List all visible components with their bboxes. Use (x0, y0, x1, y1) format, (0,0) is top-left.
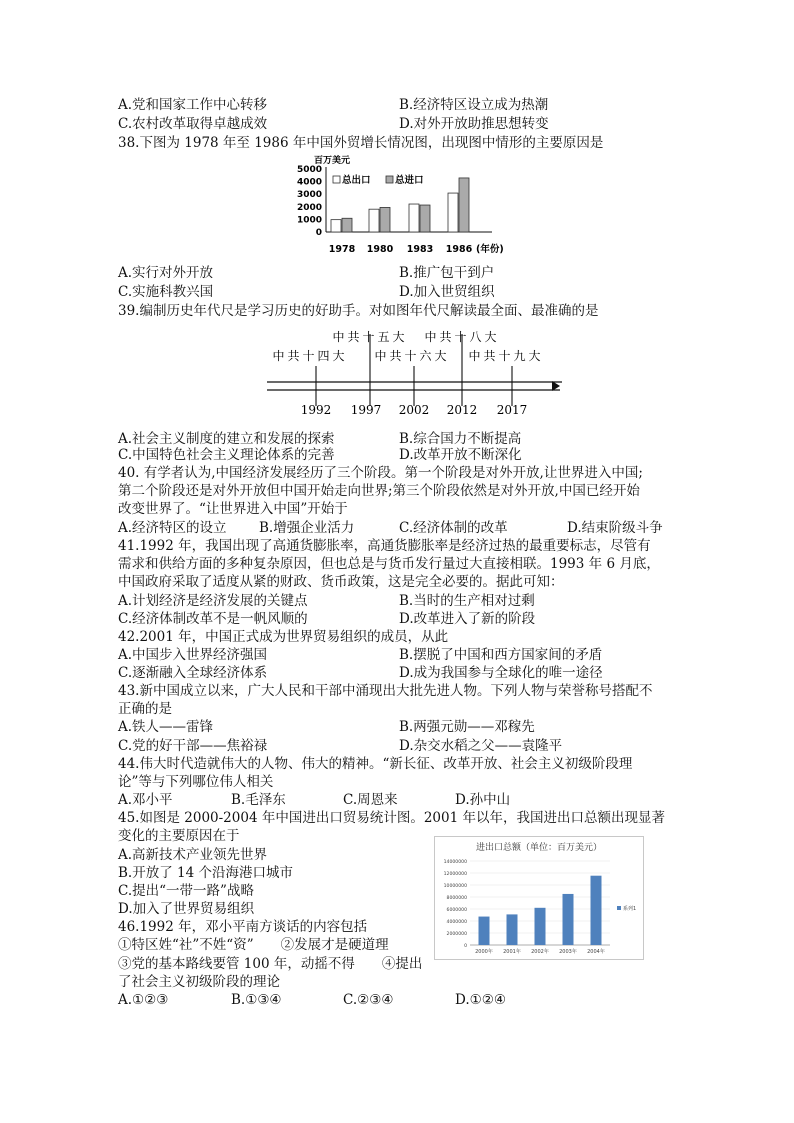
q45-stem-line1: 45.如图是 2000-2004 年中国进出口贸易统计图。2001 年以年，我国进出口总额出现显著 (118, 810, 665, 826)
y-tick-label: 8000000 (446, 896, 467, 901)
legend-label-series1: 系列1 (623, 906, 637, 912)
y-tick-label: 2000 (296, 202, 322, 213)
q40-stem-line1: 40. 有学者认为,中国经济发展经历了三个阶段。第一个阶段是对外开放,让世界进入中国; (118, 465, 643, 481)
q46-stem: 46.1992 年，邓小平南方谈话的内容包括 (118, 919, 368, 935)
q42-stem: 42.2001 年，中国正式成为世界贸易组织的成员，从此 (118, 629, 449, 645)
q40-stem-line3: 改变世界了。“让世界进入中国”开始于 (118, 501, 348, 517)
bar-2000年 (479, 917, 490, 945)
q44-stem-line2: 论”等与下列哪位伟人相关 (118, 774, 274, 790)
bar-export-1983 (409, 204, 419, 232)
q41-option-b: B.当时的生产相对过剩 (399, 593, 535, 609)
q43-option-b: B.两强元勋——邓稼先 (399, 719, 535, 735)
q38-stem: 38.下图为 1978 年至 1986 年中国外贸增长情况图，出现图中情形的主要原因是 (118, 135, 604, 151)
y-tick-label: 0 (464, 944, 467, 949)
bar-import-1978 (342, 218, 352, 232)
x-tick-label-1980: 1980 (366, 244, 394, 255)
q46-option-a: A.①②③ (118, 992, 169, 1008)
import-export-total-chart (434, 836, 644, 960)
legend-swatch-export (333, 176, 340, 183)
q43-stem-line2: 正确的是 (118, 701, 172, 717)
q46-option-c: C.②③④ (343, 992, 394, 1008)
y-tick-label: 3000 (296, 190, 322, 201)
y-tick-label: 1000 (296, 215, 322, 226)
q43-option-c: C.党的好干部——焦裕禄 (118, 738, 268, 754)
bar-import-1980 (380, 207, 390, 232)
year-2017: 2017 (496, 403, 528, 417)
q40-option-c: C.经济体制的改革 (399, 520, 508, 536)
q37-option-d: D.对外开放助推思想转变 (399, 116, 549, 132)
q40-option-a: A.经济特区的设立 (118, 520, 227, 536)
q44-option-c: C.周恩来 (343, 792, 398, 808)
q41-option-a: A.计划经济是经济发展的关键点 (118, 593, 308, 609)
q38-option-b: B.推广包干到户 (399, 265, 495, 281)
legend-label-import: 总进口 (395, 175, 424, 186)
y-tick-label: 0 (315, 228, 322, 238)
q37-option-b: B.经济特区设立成为热潮 (399, 97, 549, 113)
bar-2003年 (563, 894, 574, 945)
y-tick-label: 14000000 (443, 860, 467, 865)
q46-option-b: B.①③④ (231, 992, 282, 1008)
x-tick-label: 2000年 (475, 949, 493, 955)
bar-2004年 (591, 876, 602, 945)
bar-export-1978 (331, 220, 341, 232)
q45-option-d: D.加入了世界贸易组织 (118, 901, 255, 917)
q44-stem-line1: 44.伟大时代造就伟大的人物、伟大的精神。“新长征、改革开放、社会主义初级阶段理 (118, 756, 633, 772)
q40-stem-line2: 第二个阶段还是对外开放但中国开始走向世界;第三个阶段依然是对外开放,中国已经开始 (118, 483, 640, 499)
q41-option-c: C.经济体制改革不是一帆风顺的 (118, 611, 308, 627)
q40-option-b: B.增强企业活力 (259, 520, 355, 536)
y-tick-label: 4000 (296, 177, 322, 188)
event-16th-congress: 中共十六大 (374, 349, 450, 363)
x-tick-label-1983: 1983 (406, 244, 434, 255)
bar-2002年 (535, 908, 546, 945)
q46-statement-line3: 了社会主义初级阶段的理论 (118, 974, 280, 990)
q39-option-a: A.社会主义制度的建立和发展的探索 (118, 431, 335, 447)
event-15th-congress: 中共十五大 (332, 330, 408, 344)
q46-statement-line2: ③党的基本路线要管 100 年，动摇不得 ④提出 (118, 956, 423, 972)
q44-option-d: D.孙中山 (455, 792, 511, 808)
q43-option-d: D.杂交水稻之父——袁隆平 (399, 738, 563, 754)
q46-option-d: D.①②④ (455, 992, 506, 1008)
q44-option-b: B.毛泽东 (231, 792, 286, 808)
q44-option-a: A.邓小平 (118, 792, 173, 808)
q43-option-a: A.铁人——雷锋 (118, 719, 214, 735)
q39-option-d: D.改革开放不断深化 (399, 447, 522, 463)
legend-swatch-import (386, 176, 393, 183)
q37-option-a: A.党和国家工作中心转移 (118, 97, 268, 113)
q43-stem-line1: 43.新中国成立以来，广大人民和干部中涌现出大批先进人物。下列人物与荣誉称号搭配不 (118, 683, 653, 699)
year-1992: 1992 (300, 403, 332, 417)
q39-option-b: B.综合国力不断提高 (399, 431, 522, 447)
foreign-trade-bar-chart (296, 154, 520, 260)
q39-stem: 39.编制历史年代尺是学习历史的好助手。对如图年代尺解读最全面、最准确的是 (118, 303, 599, 319)
q41-stem-line2: 需求和供给方面的多种复杂原因，但也总是与货币发行量过大直接相联。1993 年 6 月底， (118, 556, 660, 572)
q38-option-d: D.加入世贸组织 (399, 284, 495, 300)
y-tick-label: 5000 (296, 165, 322, 175)
q39-option-c: C.中国特色社会主义理论体系的完善 (118, 447, 335, 463)
year-1997: 1997 (350, 403, 382, 417)
chart-title: 进出口总额（单位：百万美元） (475, 843, 603, 853)
bar-export-1986 (448, 193, 458, 232)
event-18th-congress: 中共十八大 (424, 330, 500, 344)
q42-option-c: C.逐渐融入全球经济体系 (118, 665, 268, 681)
q45-option-c: C.提出“一带一路”战略 (118, 883, 254, 899)
x-tick-label: 2003年 (559, 949, 577, 955)
q41-stem-line1: 41.1992 年，我国出现了高通货膨胀率，高通货膨胀率是经济过热的最重要标志，尽管有 (118, 538, 651, 554)
year-2012: 2012 (446, 403, 478, 417)
y-tick-label: 6000000 (446, 908, 467, 913)
x-tick-label: 2004年 (587, 949, 605, 955)
legend-label-export: 总出口 (342, 175, 371, 186)
x-tick-label: 2001年 (503, 949, 521, 955)
q45-option-a: A.高新技术产业领先世界 (118, 847, 268, 863)
y-tick-label: 2000000 (446, 932, 467, 937)
q42-option-b: B.摆脱了中国和西方国家间的矛盾 (399, 647, 603, 663)
q42-option-d: D.成为我国参与全球化的唯一途径 (399, 665, 603, 681)
x-tick-label: 2002年 (531, 949, 549, 955)
x-tick-label-1986: 1986 (445, 244, 473, 255)
cpc-congress-timeline (262, 326, 572, 420)
x-tick-label-1978: 1978 (328, 244, 356, 255)
y-axis-unit-label: 百万美元 (314, 156, 351, 166)
year-2002: 2002 (398, 403, 430, 417)
q40-option-d: D.结束阶级斗争 (567, 520, 663, 536)
bar-import-1986 (459, 178, 469, 232)
event-14th-congress: 中共十四大 (272, 349, 348, 363)
y-tick-label: 12000000 (443, 872, 467, 877)
q38-option-a: A.实行对外开放 (118, 265, 214, 281)
x-axis-label: (年份) (476, 244, 504, 255)
q42-option-a: A.中国步入世界经济强国 (118, 647, 268, 663)
event-19th-congress: 中共十九大 (468, 349, 544, 363)
q41-option-d: D.改革进入了新的阶段 (399, 611, 536, 627)
q41-stem-line3: 中国政府采取了适度从紧的财政、货币政策，这是完全必要的。据此可知： (118, 574, 564, 590)
q45-stem-line2: 变化的主要原因在于 (118, 828, 240, 844)
q37-option-c: C.农村改革取得卓越成效 (118, 116, 268, 132)
q38-option-c: C.实施科教兴国 (118, 284, 214, 300)
q46-statement-line1: ①特区姓“社”不姓“资” ②发展才是硬道理 (118, 937, 389, 953)
bar-export-1980 (369, 209, 379, 232)
bar-import-1983 (420, 205, 430, 232)
q45-option-b: B.开放了 14 个沿海港口城市 (118, 865, 293, 881)
y-tick-label: 4000000 (446, 920, 467, 925)
y-tick-label: 10000000 (443, 884, 467, 889)
legend-swatch-series1 (617, 906, 621, 910)
bar-2001年 (507, 914, 518, 945)
